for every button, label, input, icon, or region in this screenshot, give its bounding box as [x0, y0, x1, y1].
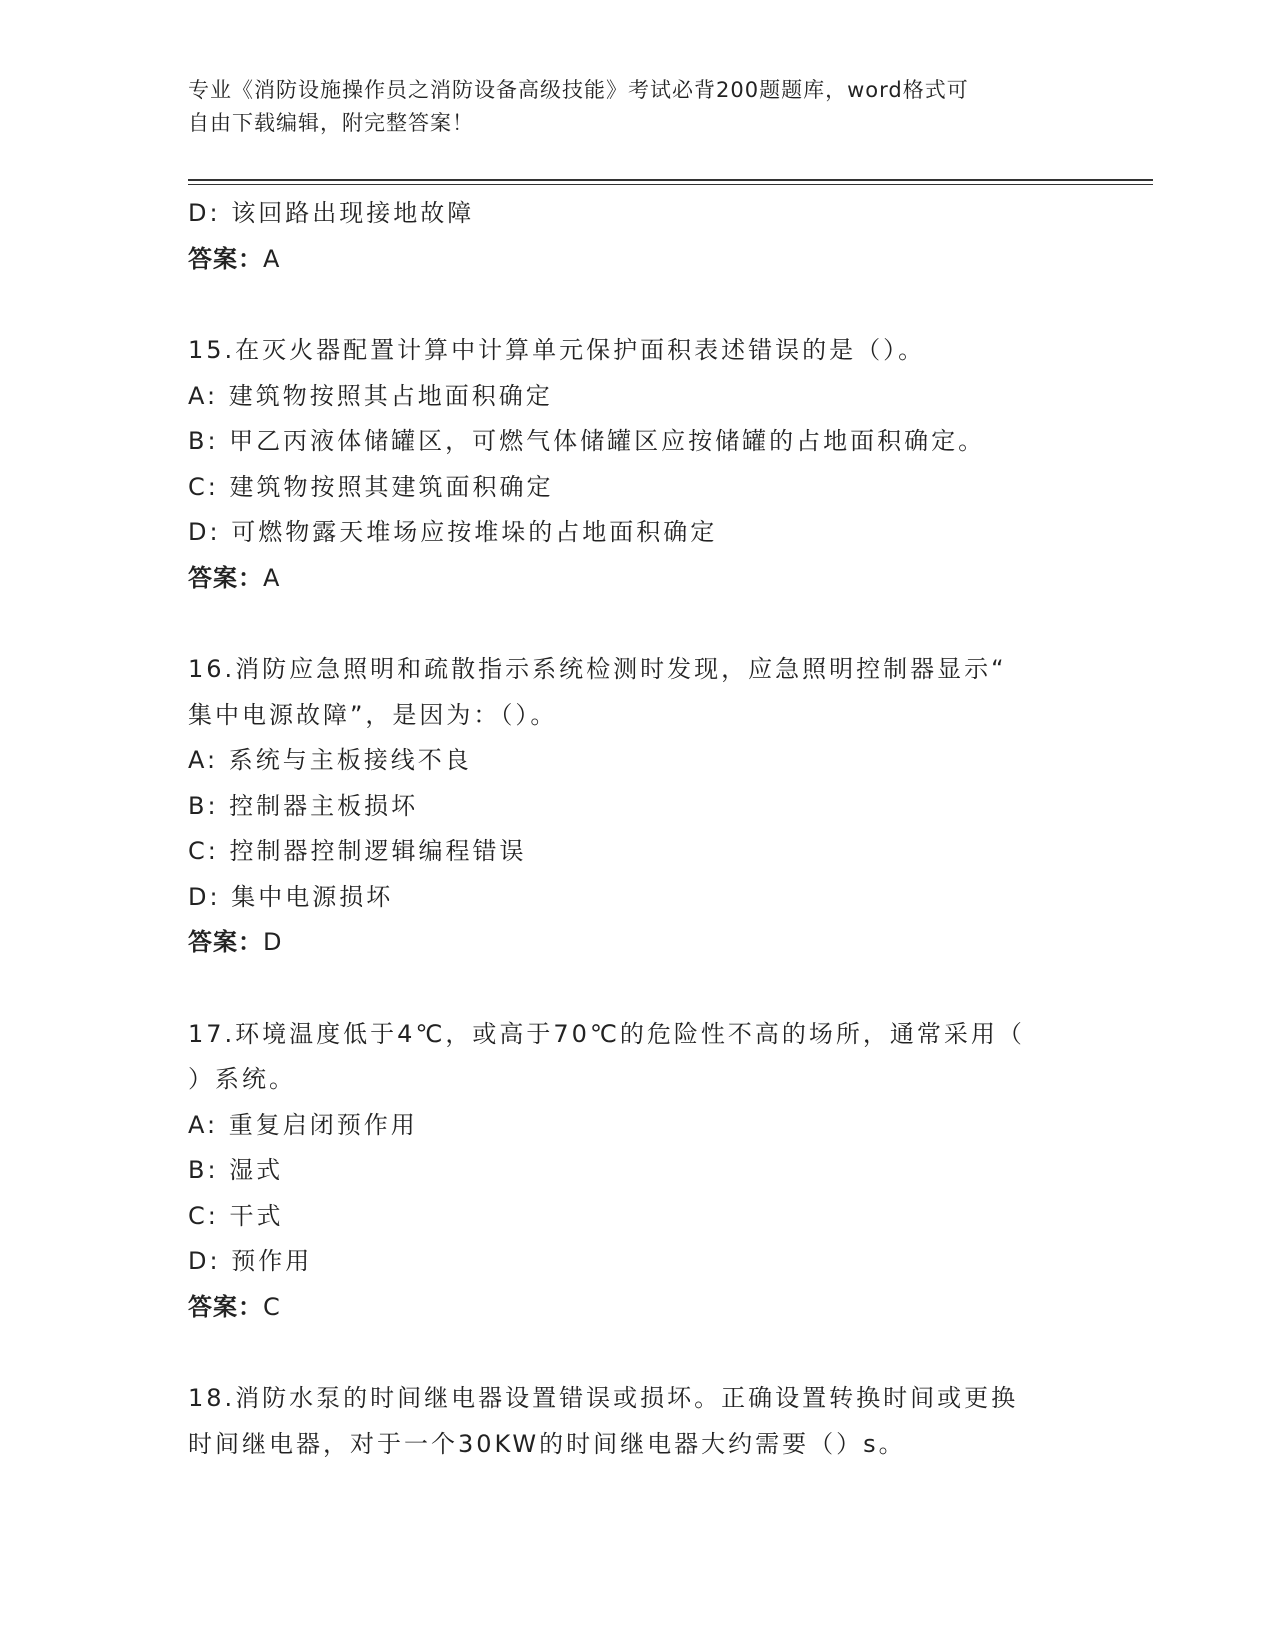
answer-label: 答案：: [188, 1292, 263, 1321]
question-block-16: [188, 647, 1088, 966]
answer-value: C: [263, 1292, 281, 1321]
header-divider-thin: [188, 184, 1153, 185]
question-stem: 15.在灭火器配置计算中计算单元保护面积表述错误的是（）。: [188, 336, 926, 364]
question-block-14: [188, 191, 1088, 282]
option-d: D: 可燃物露天堆场应按堆垛的占地面积确定: [188, 518, 718, 546]
answer-value: A: [263, 244, 281, 273]
question-stem: 16.消防应急照明和疏散指示系统检测时发现，应急照明控制器显示“: [188, 655, 1007, 683]
header-title-line-2: 自由下载编辑，附完整答案！: [188, 111, 474, 135]
spacer: [188, 282, 1088, 328]
option-b: B: 湿式: [188, 1156, 284, 1184]
spacer: [188, 601, 1088, 647]
header-title-line-1: 专业《消防设施操作员之消防设备高级技能》考试必背200题题库，word格式可: [188, 78, 969, 102]
answer-label: 答案：: [188, 563, 263, 592]
answer-value: D: [263, 928, 283, 956]
option-a: A: 重复启闭预作用: [188, 1110, 418, 1139]
question-stem-continued: ）系统。: [188, 1065, 296, 1093]
answer-value: A: [263, 563, 281, 592]
question-list: [188, 191, 1088, 1467]
option-d: D: 集中电源损坏: [188, 882, 394, 911]
spacer: [188, 966, 1088, 1012]
spacer: [188, 1330, 1088, 1376]
question-stem-continued: 集中电源故障”，是因为：（）。: [188, 700, 558, 729]
question-stem: 18.消防水泵的时间继电器设置错误或损坏。正确设置转换时间或更换: [188, 1384, 1019, 1412]
option-c: C: 控制器控制逻辑编程错误: [188, 837, 527, 865]
question-block-18: [188, 1376, 1088, 1467]
answer-line: [188, 237, 1088, 283]
document-header: [188, 74, 1068, 140]
option-d: D: 预作用: [188, 1247, 313, 1275]
option-c: C: 建筑物按照其建筑面积确定: [188, 472, 554, 501]
answer-line: [188, 1285, 1088, 1331]
option-a: A: 建筑物按照其占地面积确定: [188, 381, 553, 410]
option-b: B: 甲乙丙液体储罐区，可燃气体储罐区应按储罐的占地面积确定。: [188, 427, 986, 455]
header-divider: [188, 179, 1153, 181]
answer-label: 答案：: [188, 928, 263, 956]
option-a: A: 系统与主板接线不良: [188, 746, 472, 774]
option-c: C: 干式: [188, 1201, 284, 1230]
option-d: D: 该回路出现接地故障: [188, 199, 475, 227]
answer-label: 答案：: [188, 244, 263, 273]
answer-line: [188, 556, 1088, 602]
question-stem: 17.环境温度低于4℃，或高于70℃的危险性不高的场所，通常采用（: [188, 1019, 1025, 1048]
question-block-15: [188, 328, 1088, 601]
question-block-17: [188, 1012, 1088, 1331]
answer-line: [188, 920, 1088, 966]
option-b: B: 控制器主板损坏: [188, 791, 419, 820]
question-stem-continued: 时间继电器，对于一个30KW的时间继电器大约需要（）s。: [188, 1429, 906, 1458]
